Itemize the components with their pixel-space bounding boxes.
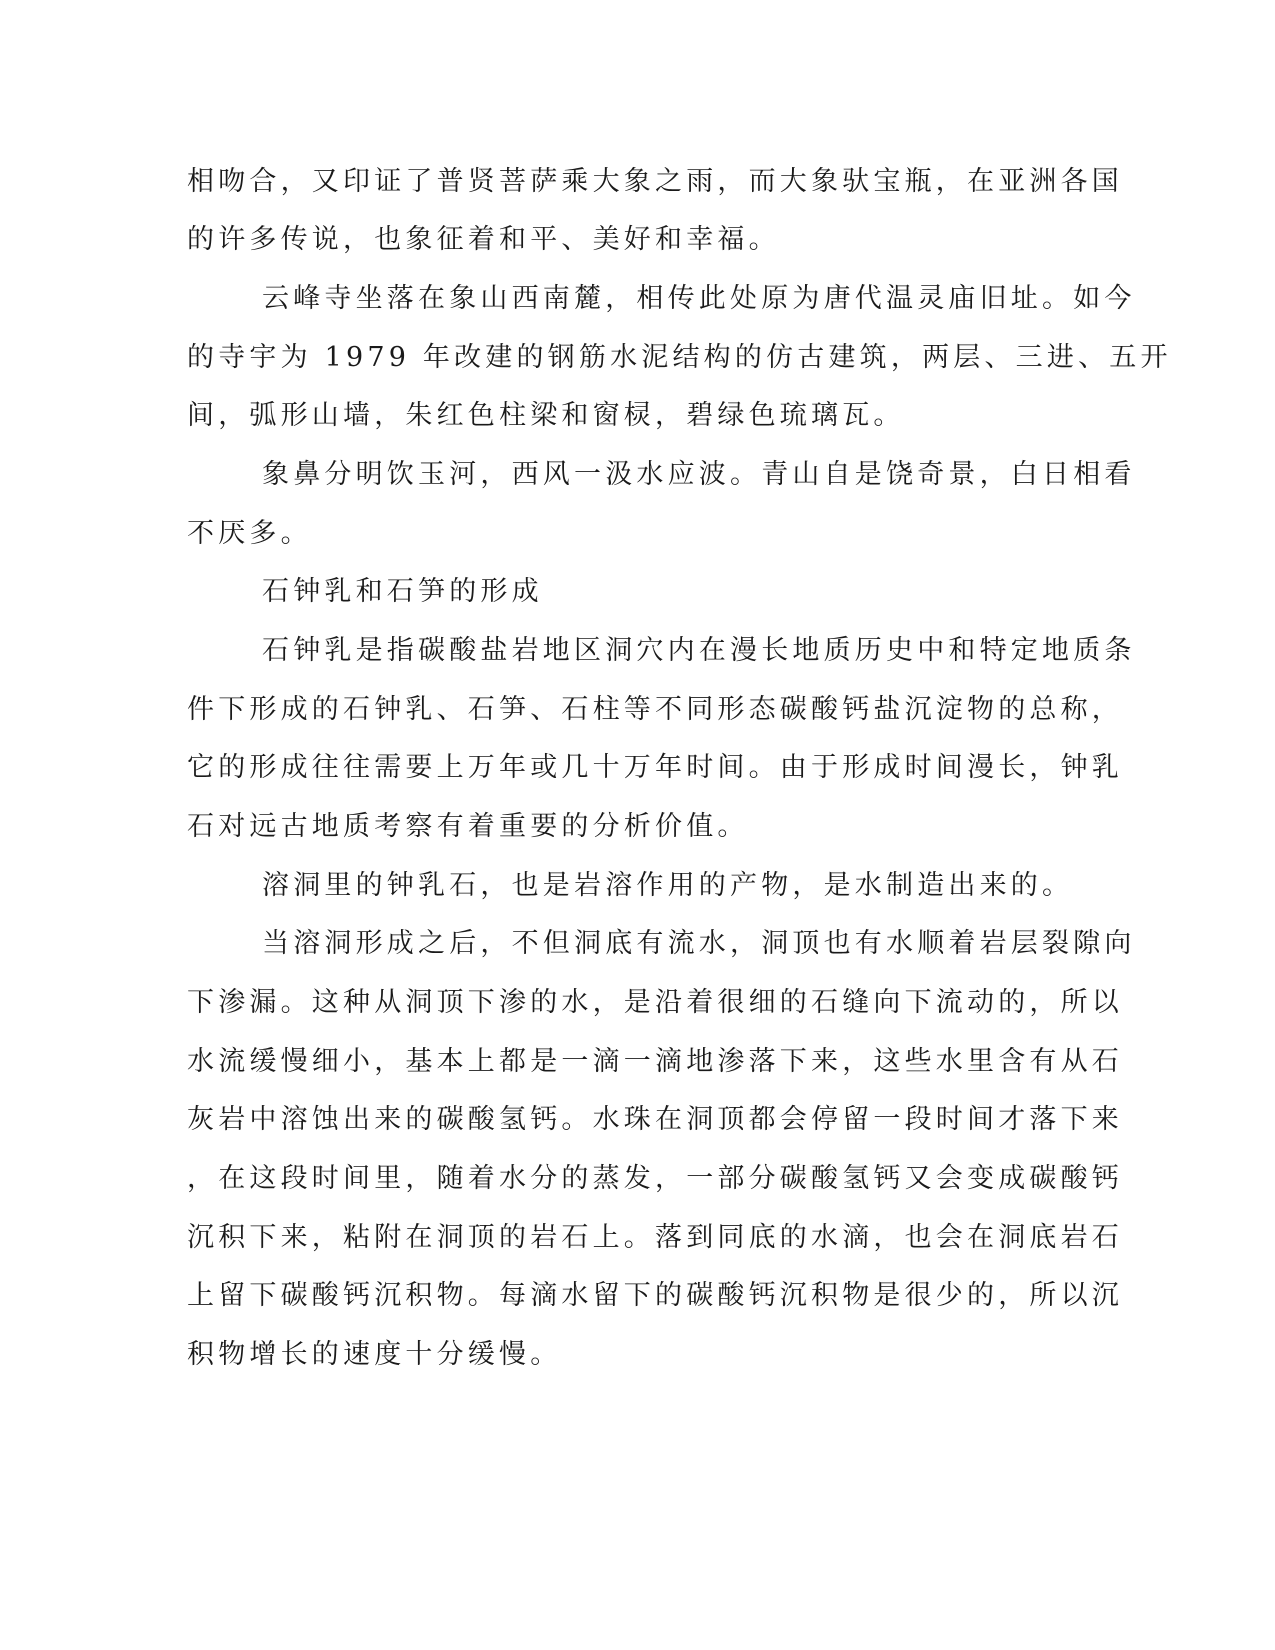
text-line: 云峰寺坐落在象山西南麓，相传此处原为唐代温灵庙旧址。如今 [262, 283, 1136, 314]
text-line: 水流缓慢细小，基本上都是一滴一滴地渗落下来，这些水里含有从石 [187, 1046, 1123, 1077]
text-line: ，在这段时间里，随着水分的蒸发，一部分碳酸氢钙又会变成碳酸钙 [187, 1163, 1123, 1194]
text-line: 它的形成往往需要上万年或几十万年时间。由于形成时间漫长，钟乳 [187, 752, 1123, 783]
text-line: 上留下碳酸钙沉积物。每滴水留下的碳酸钙沉积物是很少的，所以沉 [187, 1280, 1123, 1311]
text-line: 灰岩中溶蚀出来的碳酸氢钙。水珠在洞顶都会停留一段时间才落下来 [187, 1104, 1123, 1135]
text-line: 的许多传说，也象征着和平、美好和幸福。 [187, 224, 780, 255]
text-line: 溶洞里的钟乳石，也是岩溶作用的产物，是水制造出来的。 [262, 870, 1074, 901]
text-line: 当溶洞形成之后，不但洞底有流水，洞顶也有水顺着岩层裂隙向 [262, 928, 1136, 959]
text-line: 不厌多。 [187, 518, 312, 549]
text-line: 相吻合，又印证了普贤菩萨乘大象之雨，而大象驮宝瓶，在亚洲各国 [187, 166, 1123, 197]
text-line: 沉积下来，粘附在洞顶的岩石上。落到同底的水滴，也会在洞底岩石 [187, 1222, 1123, 1253]
text-line: 象鼻分明饮玉河，西风一汲水应波。青山自是饶奇景，白日相看 [262, 459, 1136, 490]
section-heading: 石钟乳和石笋的形成 [262, 576, 543, 607]
text-line: 件下形成的石钟乳、石笋、石柱等不同形态碳酸钙盐沉淀物的总称， [187, 694, 1123, 725]
text-line: 下渗漏。这种从洞顶下渗的水，是沿着很细的石缝向下流动的，所以 [187, 987, 1123, 1018]
text-line: 石钟乳是指碳酸盐岩地区洞穴内在漫长地质历史中和特定地质条 [262, 635, 1136, 666]
text-line: 石对远古地质考察有着重要的分析价值。 [187, 811, 749, 842]
text-line: 间，弧形山墙，朱红色柱梁和窗棂，碧绿色琉璃瓦。 [187, 400, 905, 431]
text-line: 的寺宇为 1979 年改建的钢筋水泥结构的仿古建筑，两层、三进、五开 [187, 342, 1172, 373]
text-line: 积物增长的速度十分缓慢。 [187, 1339, 562, 1370]
